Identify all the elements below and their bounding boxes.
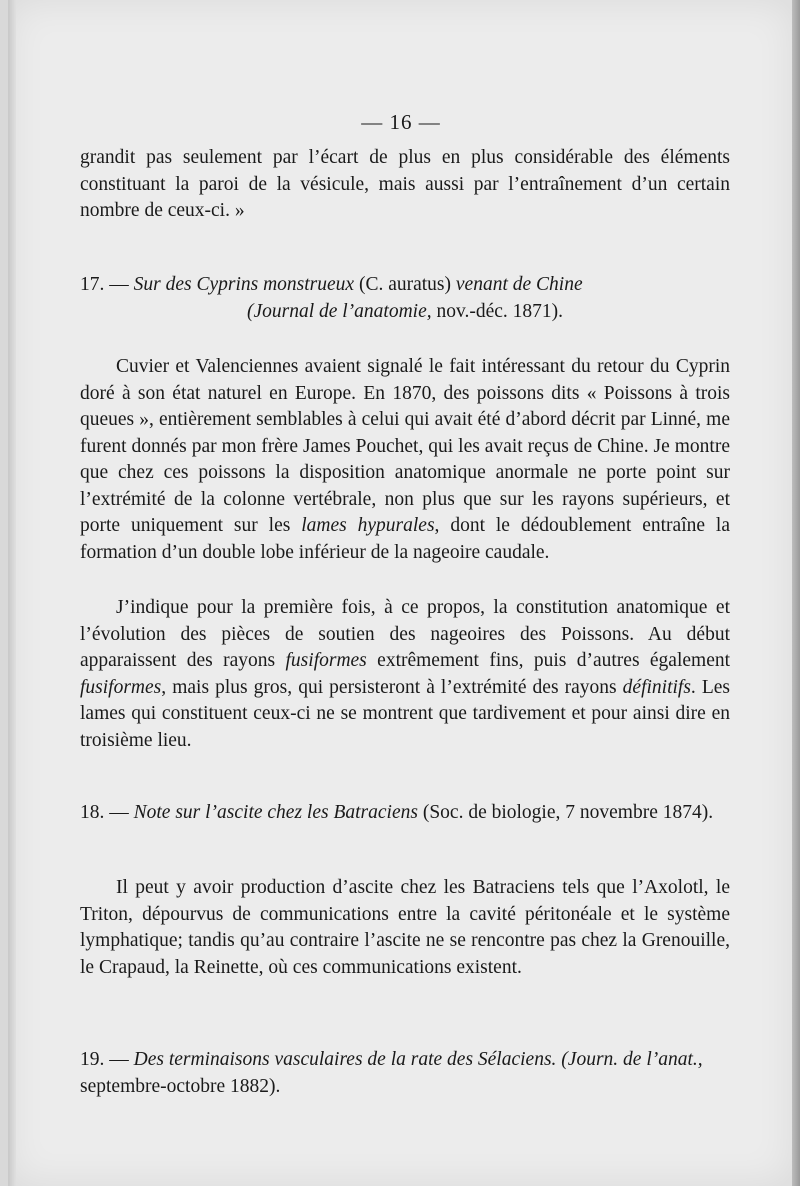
document-page xyxy=(8,0,794,1186)
entry-17-paragraph-2: J’indique pour la première fois, à ce propos, la constitution anatomique et l’évolution des pièces de soutien des nageoires des Poissons. Au début apparaissent des rayons fusiformes extrêmement fins, puis d’autres également fusiformes, mais plus gros, qui persisteront à l’extrémité des rayons définitifs. Les lames qui constituent ceux-ci ne se montrent que tardivement et pour ainsi dire en troisième lieu. xyxy=(80,597,731,751)
entry-number: 18. — xyxy=(80,802,129,823)
entry-17-paragraph-1: Cuvier et Valenciennes avaient signalé le fait intéressant du retour du Cyprin doré à son état naturel en Europe. En 1870, des poissons dits « Poissons à trois queues », entièrement semblables à celui qui avait été d’abord décrit par Linné, me furent donnés par mon frère James Pouchet, qui les avait reçus de Chine. Je montre que chez ces poissons la disposition anatomique anormale ne porte point sur l’extrémité de la colonne vertébrale, non plus que sur les rayons supérieurs, et porte uniquement sur les lames hypurales, dont le dédoublement entraîne la formation d’un double lobe inférieur de la nageoire caudale. xyxy=(80,356,731,563)
entry-title-tail-italic: venant de Chine xyxy=(455,274,583,295)
entry-source: (Soc. de biologie, 7 novembre 1874). xyxy=(422,802,714,823)
entry-title: Des terminaisons vasculaires de la rate des Sélaciens. xyxy=(133,1049,557,1070)
entry-18-paragraph: Il peut y avoir production d’ascite chez les Batraciens tels que l’Axolotl, le Triton, dépourvus de communications entre la cavité péritonéale et le système lymphatique; tandis qu’au contraire l’ascite ne se rencontre pas chez la Grenouille, le Crapaud, la Reinette, où ces communications existent. xyxy=(80,877,730,978)
entry-19-heading xyxy=(80,1047,730,1100)
entry-title-tail: (C. auratus) xyxy=(358,274,452,295)
page-number: — 16 — xyxy=(361,110,441,134)
entry-number: 19. — xyxy=(80,1049,129,1070)
entry-number: 17. — xyxy=(80,274,129,295)
entry-source-italic: (Journ. de l’anat., xyxy=(561,1049,703,1070)
entry-title: Note sur l’ascite chez les Batraciens xyxy=(133,802,418,823)
entry-source: (Journal de l’anatomie, nov.-déc. 1871). xyxy=(246,300,564,322)
intro-paragraph: grandit pas seulement par l’écart de plus en plus considérable des éléments constituant la paroi de la vésicule, mais aussi par l’entraînement d’un certain nombre de ceux-ci. » xyxy=(80,147,730,221)
page-edge-left xyxy=(8,0,16,1186)
entry-title: Sur des Cyprins monstrueux xyxy=(133,274,355,295)
page-edge-right xyxy=(792,0,800,1186)
entry-17-heading xyxy=(80,272,730,325)
entry-18-heading xyxy=(80,800,730,827)
entry-source: septembre-octobre 1882). xyxy=(80,1075,281,1097)
